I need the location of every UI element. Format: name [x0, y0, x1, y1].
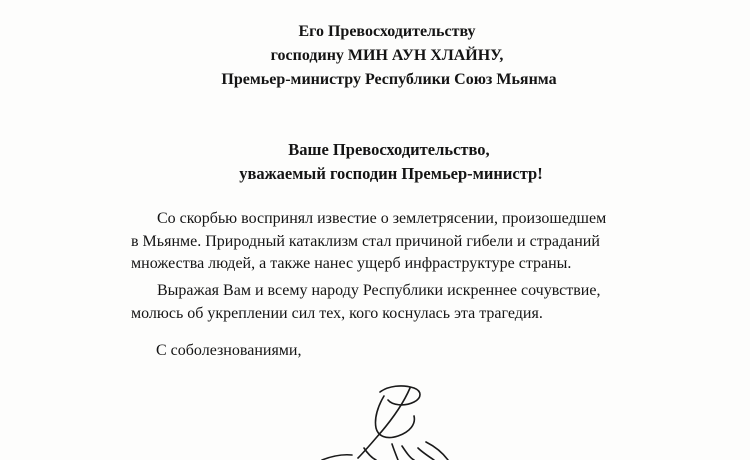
addressee-line-name: господину МИН АУН ХЛАЙНУ,: [270, 47, 504, 64]
closing-phrase: С соболезнованиями,: [156, 342, 302, 359]
paragraph-1-line-1: Со скорбью воспринял известие о землетрясении, произошедшем: [157, 210, 607, 227]
paragraph-2-line-2: молюсь об укреплении сил тех, кого коснулась эта трагедия.: [131, 304, 543, 322]
body-paragraph-2: [131, 280, 671, 325]
paragraph-1-line-2: в Мьянме. Природный катаклизм стал причиной гибели и страданий: [131, 232, 600, 250]
salutation-line-2: уважаемый господин Премьер-министр!: [239, 164, 543, 183]
addressee-line-position: Премьер-министру Республики Союз Мьянма: [221, 71, 557, 88]
paragraph-1-line-3: множества людей, а также нанес ущерб инфраструктуре страны.: [131, 255, 572, 272]
salutation-line-1: Ваше Превосходительство,: [288, 140, 490, 159]
paragraph-2-line-1: Выражая Вам и всему народу Республики искреннее сочувствие,: [157, 282, 601, 299]
body-paragraph-1: [131, 208, 671, 276]
addressee-line-title: Его Превосходительству: [298, 23, 476, 40]
handwritten-signature-icon: [318, 380, 458, 460]
